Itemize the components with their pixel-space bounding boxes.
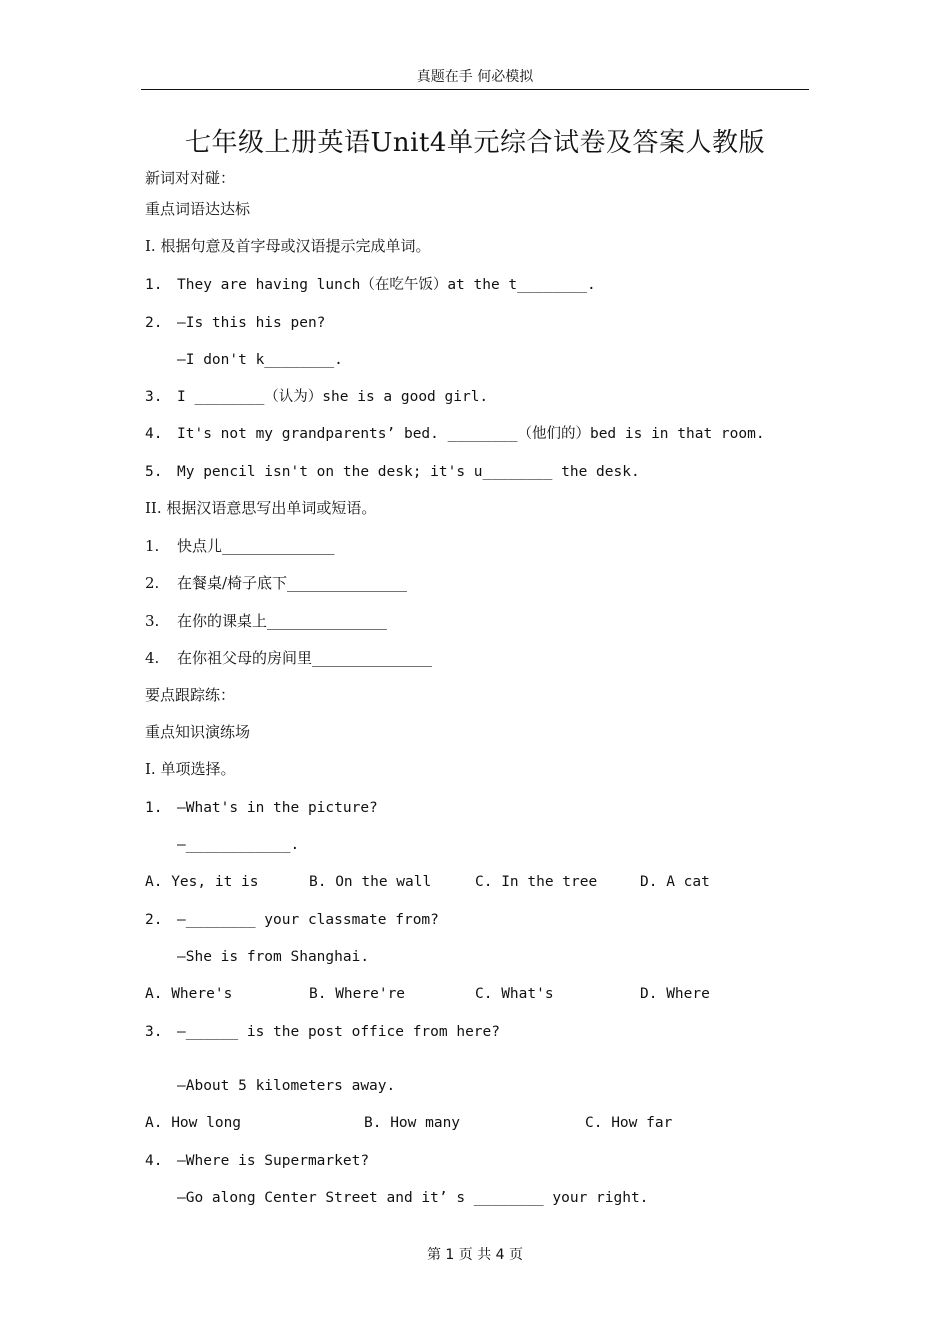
section-follow: 要点跟踪练： — [145, 686, 236, 704]
document-title: 七年级上册英语Unit4单元综合试卷及答案人教版 — [185, 128, 765, 158]
item-number: 1. — [145, 277, 163, 293]
item-text: My pencil isn't on the desk; it's u________ the desk. — [177, 464, 640, 480]
part1-item-1 — [145, 275, 596, 295]
section-key-words: 重点词语达达标 — [145, 200, 251, 218]
q3-option-b: B. How many — [364, 1115, 461, 1131]
question-3 — [145, 1022, 500, 1042]
part1-item-4 — [145, 424, 765, 444]
part1-item-3 — [145, 387, 488, 407]
item-text: 在餐桌/椅子底下________________ — [177, 574, 408, 592]
question-text: —______ is the post office from here? — [177, 1024, 501, 1040]
part2-heading: II. 根据汉语意思写出单词或短语。 — [145, 499, 377, 517]
item-text: They are having lunch（在吃午饭）at the t________. — [177, 277, 596, 293]
item-number: 3. — [145, 389, 163, 405]
q3-option-c: C. How far — [585, 1115, 673, 1131]
question-3-reply: —About 5 kilometers away. — [177, 1078, 396, 1094]
q1-option-a: A. Yes, it is — [145, 874, 259, 890]
item-number: 4. — [145, 649, 160, 667]
question-text: —________ your classmate from? — [177, 912, 439, 928]
q2-option-d: D. Where — [640, 986, 710, 1002]
question-1 — [145, 798, 378, 818]
item-text: 在你的课桌上________________ — [177, 612, 388, 630]
page-footer: 第 1 页 共 4 页 — [426, 1247, 524, 1263]
item-number: 3. — [145, 1024, 163, 1040]
part1-item-2-answer: —I don't k________. — [177, 352, 343, 368]
item-number: 2. — [145, 315, 163, 331]
q1-option-b: B. On the wall — [309, 874, 432, 890]
q1-option-d: D. A cat — [640, 874, 710, 890]
question-2 — [145, 910, 439, 930]
item-text: It's not my grandparents’ bed. ________（他们的）bed is in that room. — [177, 426, 765, 442]
item-text: 在你祖父母的房间里________________ — [177, 649, 433, 667]
q3-option-a: A. How long — [145, 1115, 242, 1131]
q2-option-b: B. Where're — [309, 986, 406, 1002]
part2-item-3 — [145, 611, 387, 631]
item-number: 2. — [145, 574, 160, 592]
part2-item-4 — [145, 648, 432, 668]
question-text: —What's in the picture? — [177, 800, 378, 816]
section-new-words: 新词对对碰： — [145, 169, 236, 187]
part3-heading: I. 单项选择。 — [145, 760, 236, 778]
q2-option-c: C. What's — [475, 986, 554, 1002]
part1-item-2 — [145, 313, 325, 333]
part2-item-1 — [145, 536, 335, 556]
page-header: 真题在手 何必模拟 — [416, 69, 534, 85]
question-4 — [145, 1151, 369, 1171]
question-4-reply: —Go along Center Street and it’ s ________ your right. — [177, 1190, 649, 1206]
item-number: 1. — [145, 800, 163, 816]
item-number: 1. — [145, 537, 160, 555]
item-text: —Is this his pen? — [177, 315, 326, 331]
header-rule — [141, 89, 809, 90]
item-number: 4. — [145, 426, 163, 442]
item-text: 快点儿_______________ — [177, 537, 335, 555]
q2-option-a: A. Where's — [145, 986, 233, 1002]
item-text: I ________（认为）she is a good girl. — [177, 389, 489, 405]
part1-heading: I. 根据句意及首字母或汉语提示完成单词。 — [145, 237, 431, 255]
q1-option-c: C. In the tree — [475, 874, 598, 890]
item-number: 4. — [145, 1153, 163, 1169]
item-number: 5. — [145, 464, 163, 480]
part1-item-5 — [145, 462, 640, 482]
question-1-reply: —____________. — [177, 837, 300, 853]
item-number: 2. — [145, 912, 163, 928]
part2-item-2 — [145, 573, 407, 593]
question-2-reply: —She is from Shanghai. — [177, 949, 370, 965]
question-text: —Where is Supermarket? — [177, 1153, 370, 1169]
item-number: 3. — [145, 612, 160, 630]
section-knowledge: 重点知识演练场 — [145, 723, 251, 741]
